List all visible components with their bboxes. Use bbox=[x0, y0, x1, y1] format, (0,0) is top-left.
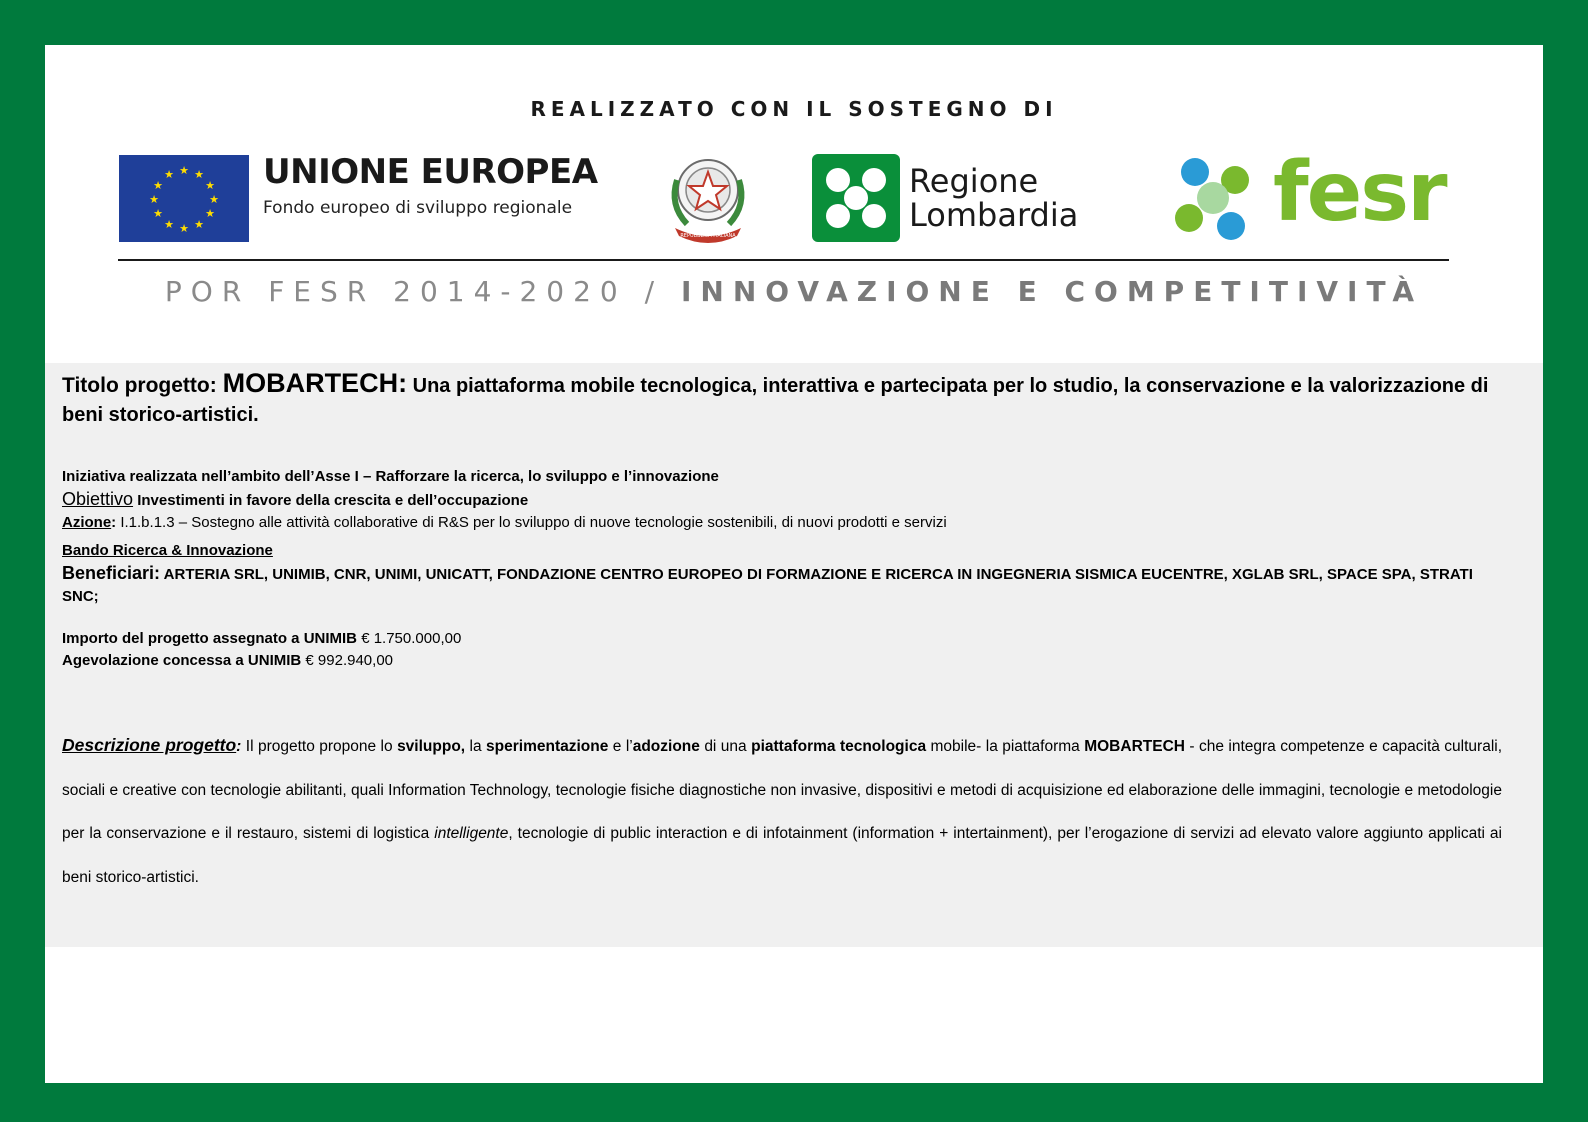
azione-line bbox=[62, 512, 1502, 534]
svg-text:★: ★ bbox=[209, 193, 219, 206]
title-text: Una piattaforma mobile tecnologica, interattiva e partecipata per lo studio, la conservazione e la valorizzazione di beni storico-artistici. bbox=[62, 375, 1489, 426]
desc-italic-1: intelligente bbox=[434, 825, 509, 842]
desc-text-5: mobile- la piattaforma bbox=[926, 738, 1085, 755]
azione-label: Azione bbox=[62, 514, 112, 531]
beneficiari-line bbox=[62, 562, 1502, 608]
project-panel bbox=[45, 363, 1543, 947]
beneficiari-label: Beneficiari: bbox=[62, 563, 161, 583]
azione-colon: : bbox=[111, 514, 117, 531]
project-content bbox=[62, 369, 1502, 899]
agevolazione-line bbox=[62, 650, 1502, 672]
agevolazione-label: Agevolazione concessa a UNIMIB bbox=[62, 652, 302, 669]
iniziativa-text: Iniziativa realizzata nell’ambito dell’Asse I – Rafforzare la ricerca, lo sviluppo e l’innovazione bbox=[62, 468, 719, 485]
eu-subtitle: Fondo europeo di sviluppo regionale bbox=[263, 198, 573, 218]
desc-bold-4: piattaforma tecnologica bbox=[751, 738, 927, 755]
desc-bold-2: sperimentazione bbox=[486, 738, 609, 755]
svg-text:★: ★ bbox=[153, 207, 163, 220]
desc-text-1: Il progetto propone lo bbox=[241, 738, 398, 755]
beneficiari-text: ARTERIA SRL, UNIMIB, CNR, UNIMI, UNICATT, FONDAZIONE CENTRO EUROPEO DI FORMAZIONE E RICERCA IN INGEGNERIA SISMICA EUCENTRE, XGLAB SRL, SPACE SPA, STRATI SNC; bbox=[62, 566, 1473, 605]
desc-text-6: - che integra competenze e capacità culturali, sociali e creative con tecnologie abilitanti, quali Information Technology, tecnologie fisiche diagnostiche non invasive, dispositivi e metodi di acquisizione ed elaborazione delle immagini, tecnologie e metodologie per la conservazione e il restauro, sistemi di logistica bbox=[62, 738, 1503, 842]
description-colon: : bbox=[236, 738, 242, 755]
svg-text:★: ★ bbox=[149, 193, 159, 206]
desc-text-4: di una bbox=[699, 738, 752, 755]
desc-text-7: , tecnologie di public interaction e di infotainment (information + intertainment), per l’erogazione di servizi ad elevato valore aggiunto applicati ai beni storico-artistici. bbox=[62, 825, 1502, 886]
svg-text:★: ★ bbox=[179, 164, 189, 177]
desc-bold-1: sviluppo, bbox=[397, 738, 466, 755]
svg-text:★: ★ bbox=[194, 168, 204, 181]
desc-text-2: la bbox=[465, 738, 487, 755]
fesr-wordmark: fesr bbox=[1273, 145, 1446, 240]
importo-line bbox=[62, 628, 1502, 650]
importo-label: Importo del progetto assegnato a UNIMIB bbox=[62, 630, 358, 647]
regione-line: Regione bbox=[909, 162, 1039, 200]
eu-flag-icon bbox=[119, 155, 249, 242]
azione-text: I.1.b.1.3 – Sostegno alle attività collaborative di R&S per lo sviluppo di nuove tecnologie sostenibili, di nuovi prodotti e servizi bbox=[116, 514, 947, 531]
project-description bbox=[62, 724, 1502, 899]
italian-emblem-icon bbox=[665, 150, 751, 246]
svg-text:★: ★ bbox=[164, 168, 174, 181]
importo-value: € 1.750.000,00 bbox=[357, 630, 462, 647]
innovazione-label: INNOVAZIONE E COMPETITIVITÀ bbox=[680, 275, 1424, 308]
svg-text:★: ★ bbox=[205, 207, 215, 220]
obiettivo-text: Investimenti in favore della crescita e dell’occupazione bbox=[133, 492, 529, 509]
regione-lombardia-text bbox=[909, 164, 1078, 232]
poster-frame bbox=[45, 45, 1543, 1083]
iniziativa-line bbox=[62, 466, 1502, 488]
desc-bold-5: MOBARTECH bbox=[1084, 738, 1185, 755]
emblem-motto: REPUBBLICA ITALIANA bbox=[680, 233, 736, 239]
por-label: POR FESR 2014-2020 / bbox=[164, 275, 681, 308]
svg-text:★: ★ bbox=[164, 218, 174, 231]
obiettivo-line bbox=[62, 488, 1502, 512]
logo-row bbox=[45, 145, 1543, 250]
desc-text-3: e l’ bbox=[608, 738, 633, 755]
svg-text:★: ★ bbox=[153, 179, 163, 192]
title-label: Titolo progetto: bbox=[62, 374, 223, 397]
bando-text: Bando Ricerca & Innovazione bbox=[62, 542, 273, 559]
header-divider bbox=[118, 259, 1449, 261]
obiettivo-label: Obiettivo bbox=[62, 489, 134, 509]
support-heading: REALIZZATO CON IL SOSTEGNO DI bbox=[530, 97, 1058, 121]
fesr-logo-icon bbox=[1165, 150, 1261, 246]
svg-text:★: ★ bbox=[194, 218, 204, 231]
program-banner bbox=[45, 275, 1543, 308]
eu-text-block bbox=[263, 152, 598, 218]
desc-bold-3: adozione bbox=[632, 738, 700, 755]
eu-title: UNIONE EUROPEA bbox=[263, 152, 598, 192]
lombardia-line: Lombardia bbox=[909, 196, 1079, 234]
svg-text:★: ★ bbox=[205, 179, 215, 192]
description-label: Descrizione progetto bbox=[62, 735, 237, 755]
svg-text:★: ★ bbox=[179, 222, 189, 235]
project-title bbox=[62, 369, 1502, 430]
regione-lombardia-logo-icon bbox=[812, 154, 900, 242]
bando-line bbox=[62, 540, 1502, 562]
project-name: MOBARTECH: bbox=[222, 368, 408, 398]
agevolazione-value: € 992.940,00 bbox=[301, 652, 394, 669]
